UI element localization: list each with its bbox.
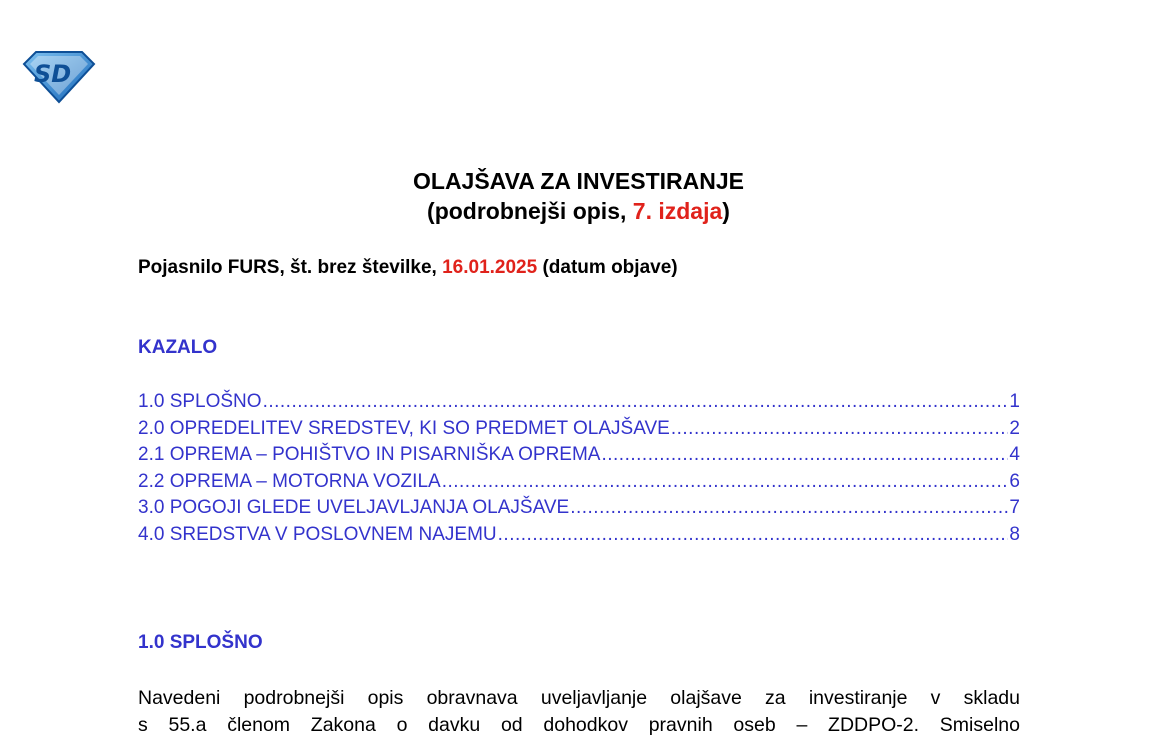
svg-text:SD: SD: [34, 60, 72, 88]
table-of-contents: [138, 389, 1020, 549]
document-title-block: [0, 166, 1157, 226]
toc-entry-3[interactable]: [138, 442, 1020, 469]
toc-entry-2[interactable]: [138, 416, 1020, 443]
toc-entry-page: 2: [1009, 417, 1020, 439]
toc-leader: [263, 389, 1009, 415]
toc-leader: [570, 495, 1008, 521]
toc-entry-label: 3.0 POGOJI GLEDE UVELJAVLJANJA OLAJŠAVE: [138, 497, 570, 519]
document-subtitle: [0, 196, 1157, 226]
body-line: s 55.a členom Zakona o davku od dohodkov pravnih oseb – ZDDPO-2. Smiselno: [138, 714, 1020, 736]
toc-entry-label: 2.1 OPREMA – POHIŠTVO IN PISARNIŠKA OPREMA: [138, 444, 601, 466]
toc-heading: KAZALO: [138, 337, 218, 358]
toc-entry-4[interactable]: [138, 469, 1020, 496]
toc-entry-page: 7: [1009, 497, 1020, 519]
reference-prefix: Pojasnilo FURS, št. brez številke,: [138, 257, 443, 278]
toc-leader: [601, 442, 1008, 468]
toc-entry-label: 1.0 SPLOŠNO: [138, 391, 262, 412]
subtitle-prefix: (podrobnejši opis,: [427, 198, 633, 224]
toc-entry-page: 8: [1009, 523, 1020, 545]
toc-entry-5[interactable]: [138, 495, 1020, 522]
edition-label: 7. izdaja: [632, 198, 723, 224]
toc-leader: [442, 469, 1009, 495]
body-paragraph: [138, 685, 1020, 739]
toc-entry-6[interactable]: [138, 522, 1020, 549]
toc-entry-label: 2.2 OPREMA – MOTORNA VOZILA: [138, 470, 441, 492]
body-line: Navedeni podrobnejši opis obravnava uveljavljanje olajšave za investiranje v skladu: [138, 687, 1020, 709]
toc-entry-page: 4: [1009, 444, 1020, 466]
toc-entry-page: 1: [1009, 391, 1020, 412]
document-title: OLAJŠAVA ZA INVESTIRANJE: [413, 168, 744, 194]
toc-entry-1[interactable]: [138, 389, 1020, 416]
section-heading-splosno: 1.0 SPLOŠNO: [138, 632, 263, 653]
publication-date: 16.01.2025: [442, 257, 538, 278]
sd-shield-logo-icon: [22, 48, 96, 104]
reference-line: [138, 255, 678, 281]
toc-leader: [671, 416, 1009, 442]
reference-suffix: (datum objave): [537, 257, 678, 278]
toc-entry-page: 6: [1009, 470, 1020, 492]
subtitle-suffix: ): [722, 198, 730, 224]
toc-leader: [498, 522, 1009, 548]
toc-entry-label: 2.0 OPREDELITEV SREDSTEV, KI SO PREDMET OLAJŠAVE: [138, 417, 670, 439]
toc-entry-label: 4.0 SREDSTVA V POSLOVNEM NAJEMU: [138, 523, 497, 545]
